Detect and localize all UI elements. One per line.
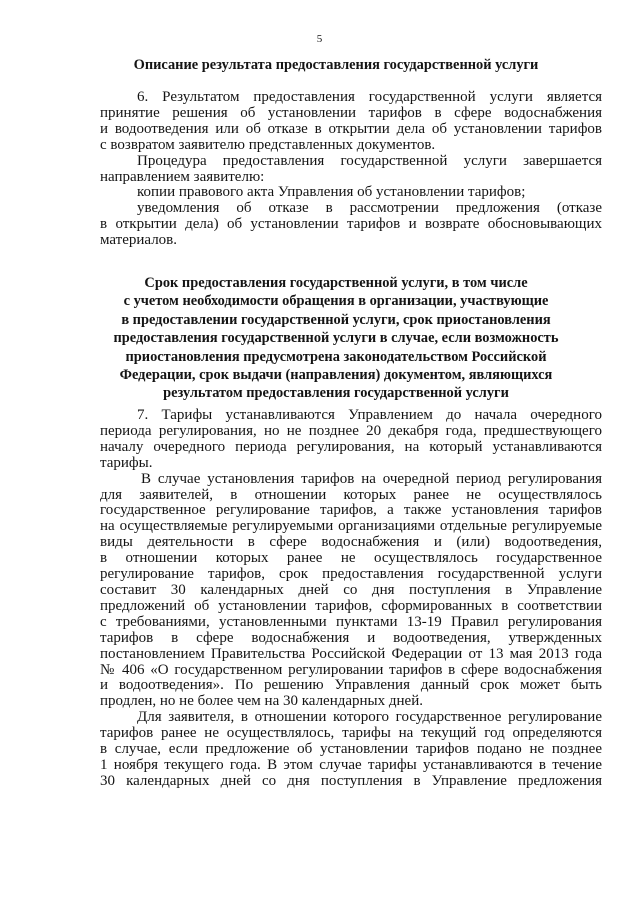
paragraph-line: на осуществляемые регулируемыми организациями отдельные регулируемые xyxy=(100,518,602,535)
section-heading-result: Описание результата предоставления государственной услуги xyxy=(133,57,539,73)
paragraph-line: направлением заявителю: xyxy=(100,168,265,185)
heading-line: приостановления предусмотрена законодательством Российской xyxy=(125,348,547,365)
paragraph-line: В случае установления тарифов на очередной период регулирования xyxy=(141,470,602,487)
paragraph-line: в отношении которых ранее не осуществлялось государственное xyxy=(100,550,602,567)
paragraph-line: государственное регулирование тарифов, а также установления тарифов xyxy=(100,502,602,519)
paragraph-line: Для заявителя, в отношении которого государственное регулирование xyxy=(137,709,602,726)
paragraph-line: постановлением Правительства Российской Федерации от 13 мая 2013 года xyxy=(100,645,602,662)
paragraph-line: началу очередного периода регулирования, на который устанавливаются xyxy=(100,438,602,455)
paragraph-line: тарифов ранее не осуществлялось, тарифы на текущий год определяются xyxy=(100,725,602,742)
heading-line: с учетом необходимости обращения в организации, участвующие xyxy=(123,293,549,310)
heading-line: Федерации, срок выдачи (направления) документом, являющихся xyxy=(119,367,553,384)
paragraph-line: Процедура предоставления государственной услуги завершается xyxy=(137,152,602,169)
paragraph-line: с требованиями, установленными пунктами 13-19 Правил регулирования xyxy=(100,613,602,630)
paragraph-line: виды деятельности в сфере водоснабжения и (или) водоотведения, xyxy=(100,534,602,551)
section-heading-term xyxy=(70,274,602,403)
paragraph-line: периода регулирования, но не позднее 20 декабря года, предшествующего xyxy=(100,422,602,439)
page-number: 5 xyxy=(316,33,323,45)
section-term-body xyxy=(100,408,602,790)
paragraph-line: 1 ноября текущего года. В этом случае тарифы устанавливаются в течение xyxy=(100,756,602,773)
paragraph-line: тарифов в сфере водоснабжения и водоотведения, утвержденных xyxy=(100,629,602,646)
paragraph-line: в случае, если предложение об установлении тарифов подано не позднее xyxy=(100,741,602,758)
paragraph-line: 6. Результатом предоставления государственной услуги является xyxy=(137,89,602,105)
paragraph-line: копии правового акта Управления об установлении тарифов; xyxy=(137,184,526,201)
paragraph-line: и водоотведения». По решению Управления данный срок может быть xyxy=(100,677,602,694)
heading-line: в предоставлении государственной услуги, срок приостановления xyxy=(121,311,551,328)
paragraph-line: в открытии дела) об установлении тарифов и возврате обосновывающих xyxy=(100,216,602,233)
paragraph-line: продлен, но не более чем на 30 календарных дней. xyxy=(100,693,423,710)
heading-line: предоставления государственной услуги в случае, если возможность xyxy=(113,330,559,347)
paragraph-line: регулирование тарифов, срок предоставления государственной услуги xyxy=(100,566,602,583)
paragraph-line: № 406 «О государственном регулировании тарифов в сфере водоснабжения xyxy=(100,661,602,678)
paragraph-line: 30 календарных дней со дня поступления в Управление предложения xyxy=(100,772,602,789)
paragraph-line: предложений об установлении тарифов, сформированных в соответствии xyxy=(100,597,602,614)
paragraph-line: 7. Тарифы устанавливаются Управлением до начала очередного xyxy=(137,407,602,423)
heading-line: результатом предоставления государственной услуги xyxy=(163,385,509,402)
paragraph-line: принятие решения об установлении тарифов в сфере водоснабжения xyxy=(100,104,602,121)
paragraph-line: уведомления об отказе в рассмотрении предложения (отказе xyxy=(137,200,602,217)
paragraph-line: и водоотведения или об отказе в открытии дела об установлении тарифов xyxy=(100,120,602,137)
paragraph-line: для заявителей, в отношении которых ранее не осуществлялось xyxy=(100,486,602,503)
paragraph-line: составит 30 календарных дней со дня поступления в Управление xyxy=(100,581,602,598)
section-result-body xyxy=(100,90,602,249)
heading-line: Срок предоставления государственной услуги, в том числе xyxy=(144,275,528,291)
paragraph-line: материалов. xyxy=(100,232,178,249)
paragraph-line: тарифы. xyxy=(100,454,153,471)
paragraph-line: с возвратом заявителю представленных документов. xyxy=(100,136,436,153)
